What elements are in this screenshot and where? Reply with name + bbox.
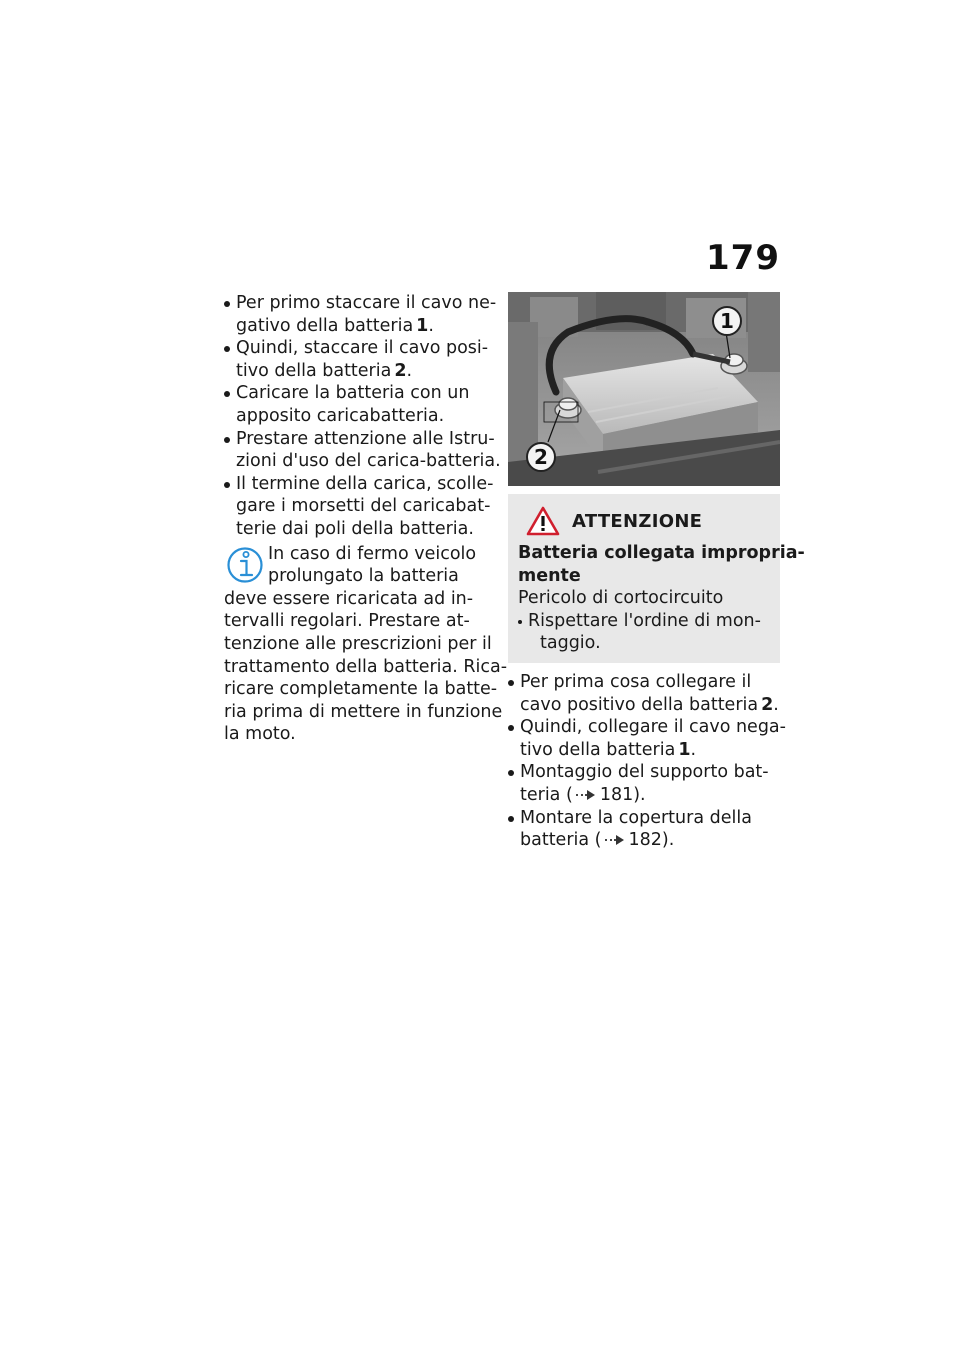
info-text: ricare completamente la batte- bbox=[224, 679, 498, 700]
step-text: tivo della batteria bbox=[520, 739, 676, 760]
step-text: terie dai poli della batteria. bbox=[236, 518, 474, 539]
warning-subject: Batteria collegata impropria- bbox=[518, 543, 805, 563]
battery-photo bbox=[508, 292, 780, 486]
warning-header bbox=[518, 506, 770, 542]
step-text: tivo della batteria bbox=[236, 360, 392, 381]
page-reference-link[interactable]: 182 bbox=[628, 830, 662, 851]
step-text: batteria ( bbox=[520, 830, 602, 851]
callout-ref: 1 bbox=[678, 739, 691, 760]
step-text: gativo della batteria bbox=[236, 315, 414, 336]
info-text: In caso di fermo veicolo bbox=[268, 543, 477, 564]
step-text: Quindi, collegare il cavo nega- bbox=[520, 717, 786, 738]
step-text: Quindi, staccare il cavo posi- bbox=[236, 338, 489, 359]
step-text: Montaggio del supporto bat- bbox=[520, 762, 769, 783]
info-text: ria prima di mettere in funzione bbox=[224, 701, 503, 722]
warning-box bbox=[508, 494, 805, 663]
page-reference-arrow-icon bbox=[576, 789, 596, 801]
bullet-icon bbox=[508, 770, 514, 776]
info-text: deve essere ricaricata ad in- bbox=[224, 588, 474, 609]
step-text: Montare la copertura della bbox=[520, 807, 752, 828]
step-text: teria ( bbox=[520, 784, 573, 805]
info-text: tervalli regolari. Prestare at- bbox=[224, 611, 470, 632]
warning-item-text: Rispettare l'ordine di mon- bbox=[528, 610, 761, 631]
step-text: Caricare la batteria con un bbox=[236, 383, 470, 404]
info-note bbox=[224, 543, 508, 746]
list-item bbox=[224, 337, 492, 382]
info-text: prolungato la batteria bbox=[268, 566, 459, 587]
step-text: Prestare attenzione alle Istru- bbox=[236, 428, 495, 449]
list-item bbox=[518, 610, 770, 655]
step-text: zioni d'uso del carica-batteria. bbox=[236, 451, 501, 472]
removal-steps bbox=[224, 292, 501, 541]
right-column bbox=[508, 292, 805, 852]
bullet-icon bbox=[224, 346, 230, 352]
installation-steps bbox=[508, 671, 786, 852]
bullet-icon bbox=[224, 391, 230, 397]
list-item bbox=[224, 428, 501, 473]
list-item bbox=[224, 473, 492, 541]
bullet-icon bbox=[518, 620, 522, 624]
bullet-icon bbox=[224, 437, 230, 443]
page-number: 179 bbox=[706, 238, 780, 278]
punctuation: . bbox=[428, 315, 434, 336]
left-column bbox=[224, 292, 508, 746]
punctuation: . bbox=[406, 360, 413, 381]
punctuation: . bbox=[773, 694, 779, 715]
warning-triangle-icon bbox=[526, 506, 560, 536]
callout-ref: 2 bbox=[394, 360, 407, 381]
info-icon bbox=[226, 544, 264, 584]
step-text: apposito caricabatteria. bbox=[236, 405, 445, 426]
callout-ref: 2 bbox=[761, 694, 774, 715]
step-text: Per primo staccare il cavo ne- bbox=[236, 293, 497, 313]
bullet-icon bbox=[224, 301, 230, 307]
step-text: Il termine della carica, scolle- bbox=[236, 473, 494, 494]
step-text: gare i morsetti del caricabat- bbox=[236, 496, 491, 517]
page-reference-arrow-icon bbox=[605, 834, 625, 846]
bullet-icon bbox=[508, 725, 514, 731]
bullet-icon bbox=[224, 482, 230, 488]
warning-title: ATTENZIONE bbox=[572, 511, 703, 532]
list-item bbox=[508, 761, 780, 806]
list-item bbox=[508, 807, 780, 852]
info-text: trattamento della batteria. Rica- bbox=[224, 656, 508, 677]
page-reference-link[interactable]: 181 bbox=[599, 784, 634, 805]
list-item bbox=[224, 292, 497, 337]
step-text: cavo positivo della batteria bbox=[520, 694, 759, 715]
punctuation: ). bbox=[661, 830, 675, 851]
punctuation: ). bbox=[633, 784, 646, 805]
list-item bbox=[508, 716, 786, 761]
bullet-icon bbox=[508, 680, 514, 686]
list-item bbox=[224, 382, 492, 427]
callout-ref: 1 bbox=[416, 315, 429, 336]
list-item bbox=[508, 671, 780, 716]
bullet-icon bbox=[508, 816, 514, 822]
callout-1: 1 bbox=[712, 306, 742, 336]
info-text: tenzione alle prescrizioni per il bbox=[224, 633, 492, 654]
punctuation: . bbox=[690, 739, 697, 760]
warning-danger: Pericolo di cortocircuito bbox=[518, 588, 724, 609]
warning-subject: mente bbox=[518, 565, 581, 586]
step-text: Per prima cosa collegare il bbox=[520, 671, 752, 692]
warning-item-text: taggio. bbox=[540, 633, 601, 654]
callout-2: 2 bbox=[526, 442, 556, 472]
info-text: la moto. bbox=[224, 724, 296, 745]
